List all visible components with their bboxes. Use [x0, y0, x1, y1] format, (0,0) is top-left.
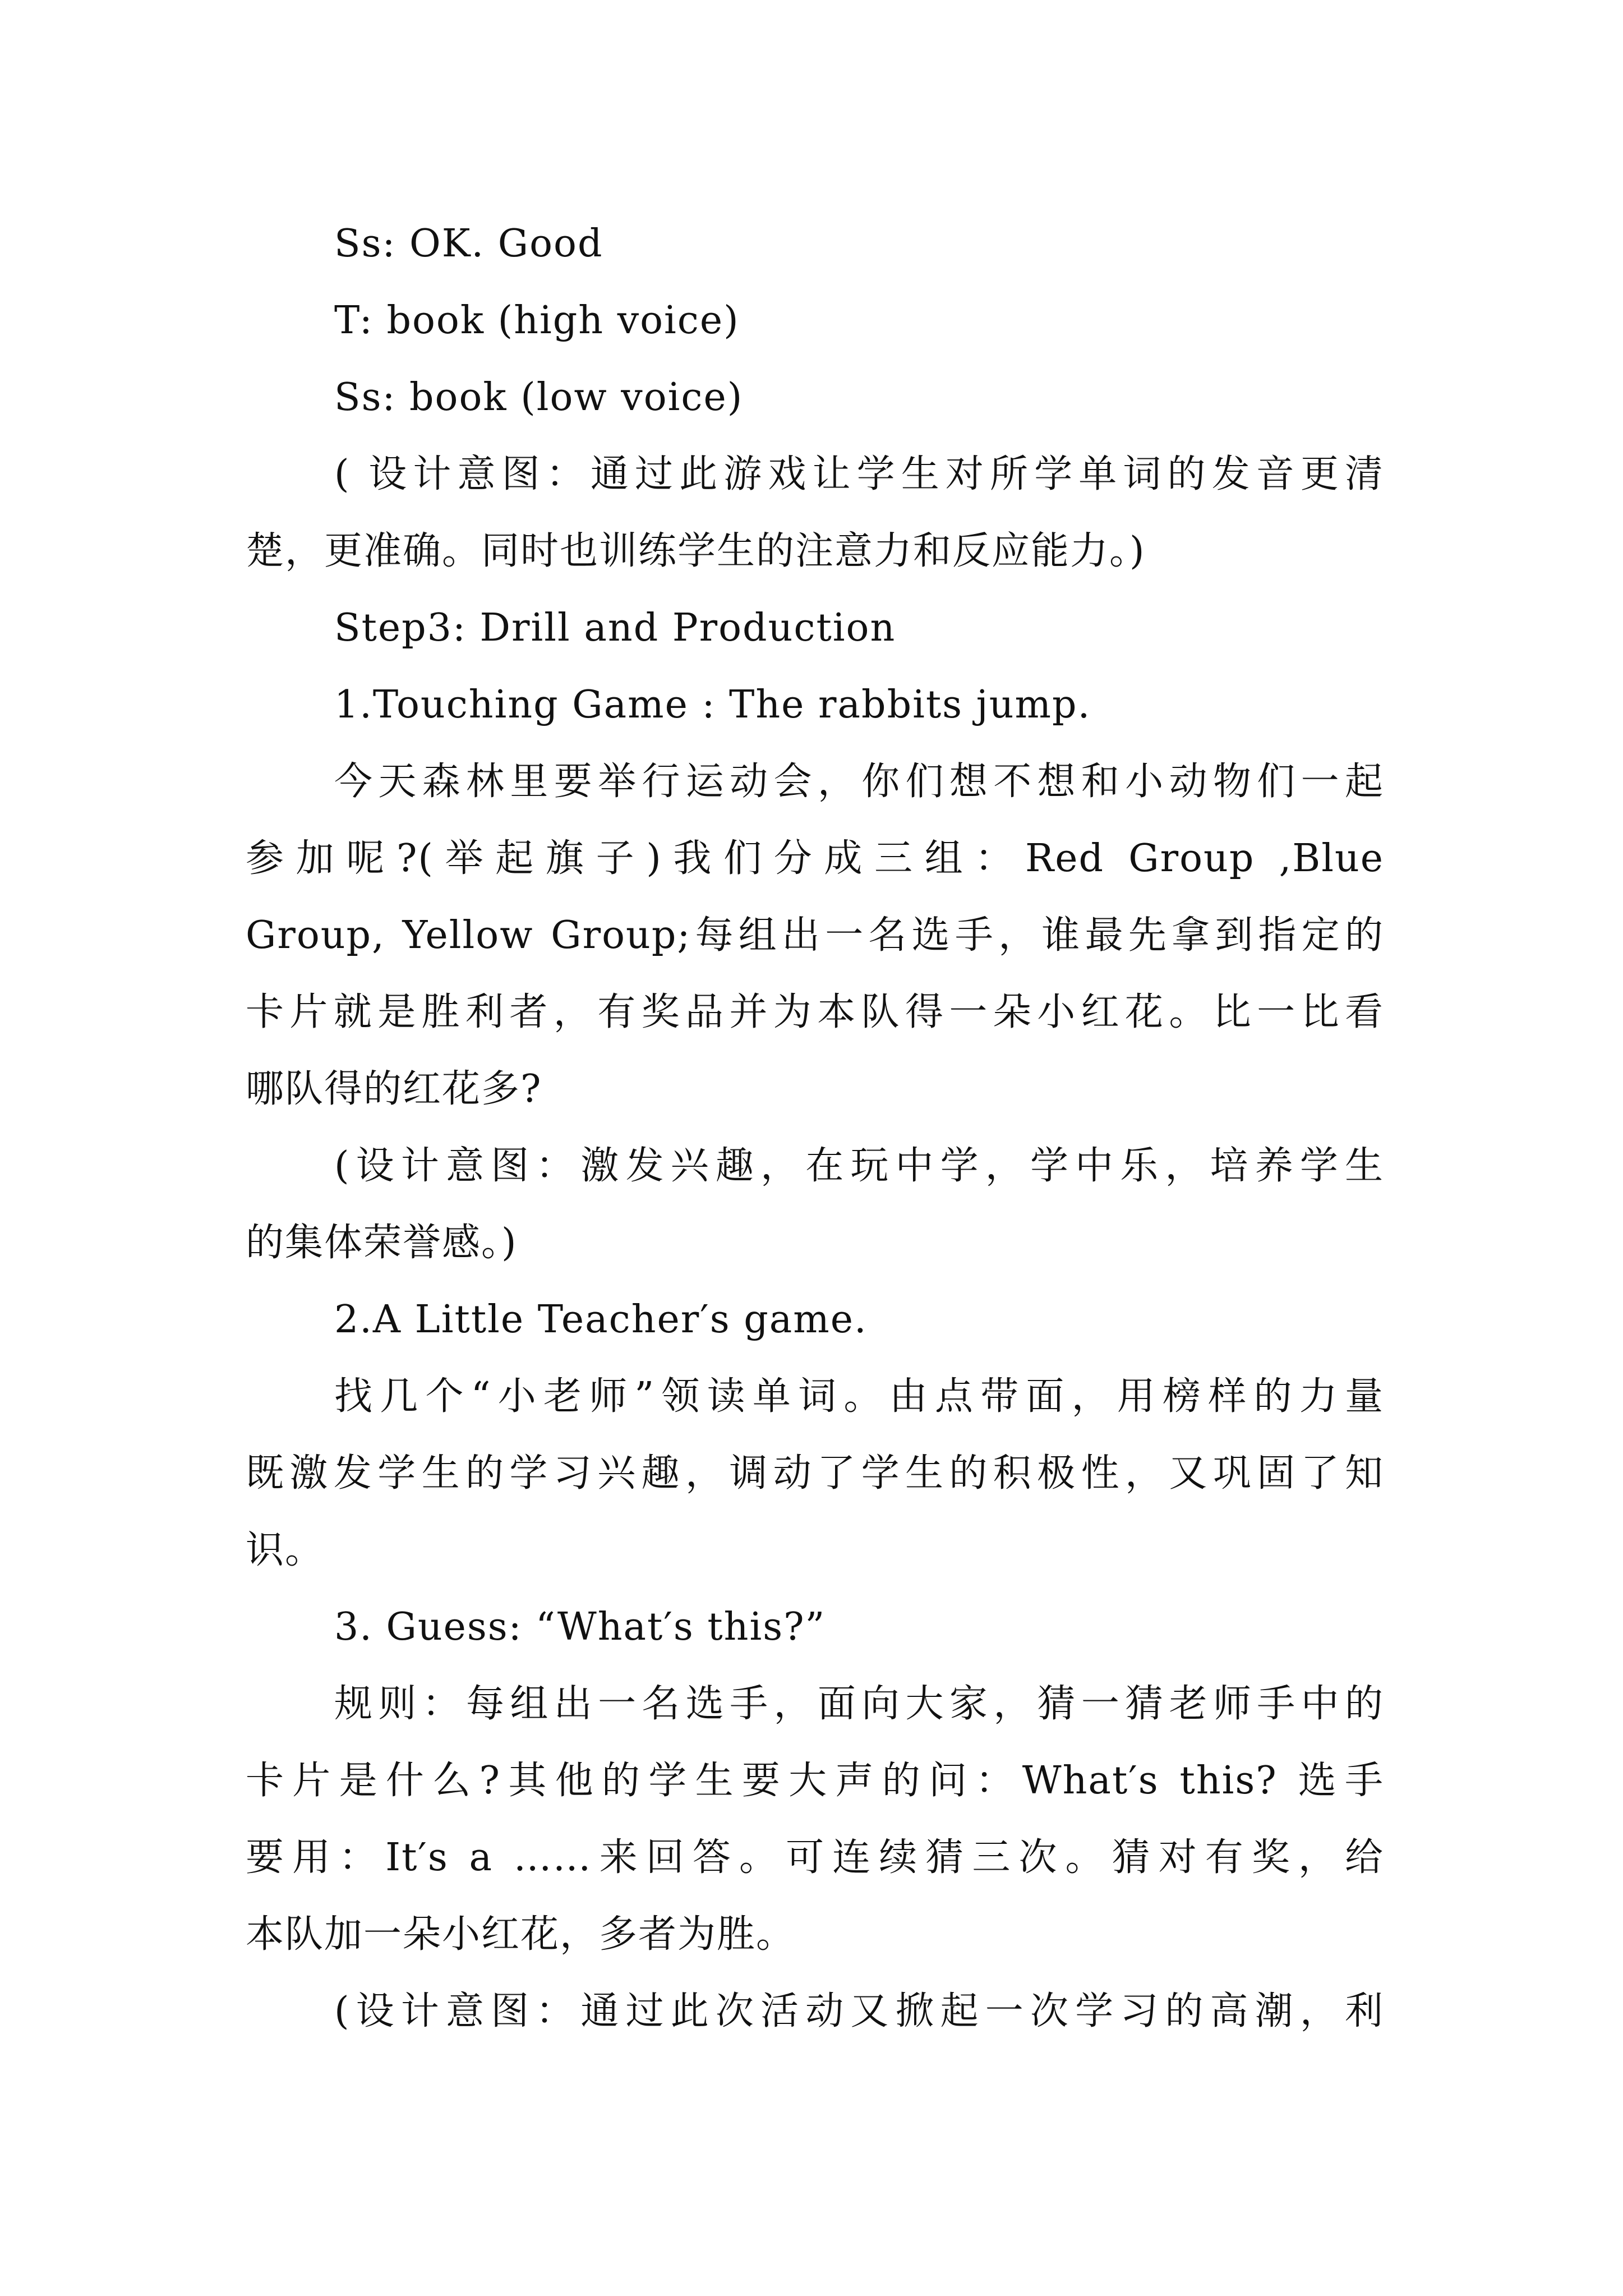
dialogue-line-ss-book: Ss: book (low voice)	[334, 375, 744, 420]
paragraph-line: 参加呢?(举起旗子)我们分成三组：Red Group ,Blue	[246, 836, 1384, 881]
little-teacher-heading: 2.A Little Teacher′s game.	[334, 1297, 868, 1342]
paragraph-line: 本队加一朵小红花，多者为胜。	[246, 1912, 796, 1957]
paragraph-line: 今天森林里要举行运动会，你们想不想和小动物们一起	[334, 760, 1384, 804]
paragraph-line: Group, Yellow Group;每组出一名选手，谁最先拿到指定的	[246, 913, 1384, 958]
paragraph-line: 要用：It′s a ……来回答。可连续猜三次。猜对有奖，给	[246, 1835, 1384, 1880]
paragraph-line: 卡片是什么?其他的学生要大声的问：What′s this? 选手	[246, 1759, 1384, 1803]
paragraph-line: (设计意图：激发兴趣，在玩中学，学中乐，培养学生	[334, 1144, 1384, 1188]
paragraph-line: 卡片就是胜利者，有奖品并为本队得一朵小红花。比一比看	[246, 990, 1384, 1034]
paragraph-line: ( 设计意图：通过此游戏让学生对所学单词的发音更清	[334, 452, 1384, 496]
paragraph-line: 规则：每组出一名选手，面向大家，猜一猜老师手中的	[334, 1682, 1384, 1726]
paragraph-line: 识。	[246, 1528, 325, 1572]
dialogue-line-ss-ok: Ss: OK. Good	[334, 222, 603, 266]
paragraph-line: 楚，更准确。同时也训练学生的注意力和反应能力。)	[246, 529, 1146, 573]
guess-heading: 3. Guess: “What′s this?”	[334, 1605, 826, 1649]
paragraph-line: 的集体荣誉感。)	[246, 1221, 518, 1265]
paragraph-line: 既激发学生的学习兴趣，调动了学生的积极性，又巩固了知	[246, 1451, 1384, 1496]
dialogue-line-t-book: T: book (high voice)	[334, 298, 740, 343]
paragraph-line: 哪队得的红花多?	[246, 1067, 542, 1111]
paragraph-line: (设计意图：通过此次活动又掀起一次学习的高潮，利	[334, 1989, 1384, 2033]
paragraph-line: 找几个“小老师”领读单词。由点带面，用榜样的力量	[334, 1374, 1384, 1419]
touching-game-heading: 1.Touching Game : The rabbits jump.	[334, 683, 1091, 727]
step3-heading: Step3: Drill and Production	[334, 606, 896, 650]
